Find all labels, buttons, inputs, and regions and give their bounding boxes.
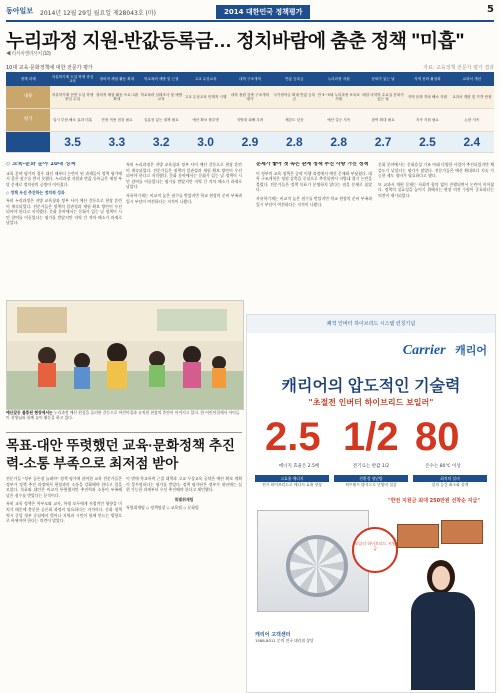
caption-text: 누리과정 예산 편성을 둘러싼 갈등으로 어린이집과 유치원 현장의 혼란이 이어지고 있다. 한 어린이집에서 아이들이 선생님과 함께 놀이 활동을 하고 있다. xyxy=(6,410,240,420)
page-headline xyxy=(6,26,494,57)
table-cell: 학교폭력 실태조사 및 예방 교육 xyxy=(139,86,183,109)
ad-promo: "한전 지원금 최대 250만원 선착순 지급" xyxy=(388,498,480,504)
ad-feature xyxy=(255,475,329,491)
score-value: 2.8 xyxy=(272,132,316,153)
score-value: 3.2 xyxy=(139,132,183,153)
table-title-text: 10대 교육·문화정책에 대한 전문가 평가 xyxy=(6,65,93,71)
ad-top-band: 쾌적 인버터 하이브리드 시스템 런칭기념 xyxy=(247,315,495,333)
classroom-photo xyxy=(6,300,244,410)
table-cell: 참여 확대 필요 xyxy=(361,109,405,132)
jacket-shape xyxy=(411,592,475,690)
article-column-2 xyxy=(126,162,242,297)
article-paragraph: 문화 분야에서는 문화융성 기조 아래 다양한 사업이 추진되었지만 체감도가 낮았다는 평가가 많았다. 전문가들은 예산 확대보다 지속 가능한 제도 정비가 필요하다고 했다. xyxy=(378,162,494,179)
score-label: 점수 xyxy=(6,132,50,153)
ad-feature xyxy=(413,475,487,491)
feature-heading: 고효율 에너지 xyxy=(255,475,329,482)
article-heading: 문제가 좋아 첫 속은 관계 정책 추진 사항 가진 정책 xyxy=(256,162,369,167)
masthead xyxy=(6,4,494,22)
policy-evaluation-table xyxy=(6,64,494,158)
score-row xyxy=(6,132,494,153)
newspaper-logo: 동아일보 xyxy=(6,7,34,15)
headline-text: 누리과정 지원-반값등록금… 정치바람에 춤춘 정책 "미흡" xyxy=(6,31,465,52)
article-column-1 xyxy=(6,162,122,297)
article-paragraph: 특히 교육 정책은 학부모와 교사, 학생 모두에게 직접적인 영향을 미치기 때문에 충분한 공론화 과정이 필요하다는 지적이다. 문화 정책 역시 중앙 정부 중심에서 벗어나 지역과 시민이 함께 만드는 방향으로 바뀌어야 한다는 의견이 많았다. xyxy=(6,501,122,524)
table-cell: 체감도 낮음 xyxy=(272,109,316,132)
score-value: 3.0 xyxy=(183,132,227,153)
table-header-row xyxy=(6,72,494,86)
article-heading: ◇ 교육-문화 분야 10대 정책 xyxy=(6,162,76,167)
row-label: 평가 xyxy=(6,109,50,132)
article-column-3 xyxy=(256,162,372,310)
caption-title: 예산갈등 불똥된 현장에서는 xyxy=(6,410,53,415)
table-cell: 논란 지속 xyxy=(450,109,494,132)
article-credit: 특별취재팀 xyxy=(174,496,194,502)
ad-number-caption: 전기료는 반값 1/2 xyxy=(352,464,390,469)
table-header: 창의적 체험 활동 확대 xyxy=(95,72,139,86)
box-icon xyxy=(397,524,439,548)
table-cell: 지역 문화 격차 해소 지원 xyxy=(405,86,449,109)
table-header: 문화가 있는 날 xyxy=(361,72,405,86)
page-number: 5 xyxy=(487,4,494,15)
badge-text: 보일러 하이브리드 지원금 xyxy=(354,541,396,551)
score-value: 2.9 xyxy=(228,132,272,153)
table-cell: 지속 지원 필요 xyxy=(405,109,449,132)
table-header: 지역 문화 활성화 xyxy=(405,72,449,86)
face-shape xyxy=(432,566,450,590)
issue-date: 2014년 12월 29일 월요일 제28043호 (마) xyxy=(40,10,157,17)
table-cell: 예산 갈등 지속 xyxy=(317,109,361,132)
score-value: 2.7 xyxy=(361,132,405,153)
contact-title: 캐리어 고객센터 xyxy=(255,632,291,638)
photo-caption xyxy=(6,410,242,420)
article-subheading: ◇ 정책 우선 추진하는 정치적 성과 xyxy=(6,190,65,196)
table-header: 반값 등록금 xyxy=(272,72,316,86)
article-footer: 특별취재팀 ◇ 정책팀장 ◇ 교육팀 ◇ 문화팀 xyxy=(126,505,199,511)
table-header: 자유학기제 도입 학생 중심 교육 xyxy=(50,72,94,86)
boiler-unit-image xyxy=(257,510,369,612)
score-value: 2.5 xyxy=(405,132,449,153)
ad-contact[interactable] xyxy=(255,633,395,643)
article-paragraph: 특히 누리과정은 지방 교육청과 정부 사이 예산 갈등으로 현장 혼란이 계속되었다. 전문가들은 정책의 일관성과 재원 확보 방안이 우선되어야 한다고 지적했다. 문화 분야에서는 문화가 있는 날 정책이 시민 참여를 이끌었다는 평가를 받았지만 지역 간 격차 해소가 과제로 남았다. xyxy=(6,197,122,226)
table-cell: 매달 마지막 수요일 문화가 있는 날 xyxy=(361,86,405,109)
brand-logo-ko: 캐리어 xyxy=(455,344,487,357)
ad-feature xyxy=(334,475,408,491)
table-cell: 대학 정원 감축 구조개혁 평가 xyxy=(228,86,272,109)
table-header: 대학 구조개혁 xyxy=(228,72,272,86)
ad-number: 80 xyxy=(415,415,460,459)
table-cell: 교과서 개편 및 가격 안정 xyxy=(450,86,494,109)
table-cell: 창의적 체험 활동 프로그램 확대 xyxy=(95,86,139,109)
table-header: 고교 무상교육 xyxy=(183,72,227,86)
table-title xyxy=(6,64,494,72)
feature-text: 설치 공간 최소화 설계 xyxy=(431,482,469,487)
table-cell: 국가장학금 확대 반값 등록금 xyxy=(272,86,316,109)
carrier-advertisement[interactable] xyxy=(246,314,496,693)
section-title: 2014 대한민국 정책평가 xyxy=(216,5,310,19)
article-paragraph: 전문가들 "정부 공론장 늘려야" 정책 평가에 참여한 교육 전문가들은 정부가 정책 추진 과정에서 현장과의 소통을 강화해야 한다고 입을 모았다. 목표와 대안은 비교적 뚜렷했지만 추진력과 소통이 부족해 낮은 점수를 받았다는 분석이다. xyxy=(6,476,122,498)
table-row xyxy=(6,86,494,109)
box-icon xyxy=(441,520,483,544)
table-header: 학교폭력 예방 및 근절 xyxy=(139,72,183,86)
score-value: 2.8 xyxy=(317,132,361,153)
ad-number: 2.5 xyxy=(265,415,321,459)
article-paragraph: 특히 누리과정은 지방 교육청과 정부 사이 예산 갈등으로 현장 혼란이 계속되었다. 전문가들은 정책의 일관성과 재원 확보 방안이 우선되어야 한다고 지적했다. 문화 분야에서는 문화가 있는 날 정책이 시민 참여를 이끌었다는 평가를 받았지만 지역 간 격차 해소가 과제로 남았다. xyxy=(126,162,242,190)
ad-number: 1/2 xyxy=(343,415,399,459)
ad-brand xyxy=(403,339,487,359)
ad-badge xyxy=(352,527,398,573)
table-header: 정책 과제 xyxy=(6,72,50,86)
table-cell: 입시 부담 해소 효과 미흡 xyxy=(50,109,94,132)
feature-text: 전기 하이브리드로 에너지 효율 향상 xyxy=(262,482,322,487)
feature-text: 히트펌프 방식으로 난방비 절감 xyxy=(345,482,397,487)
score-value: 3.5 xyxy=(50,132,94,153)
fan-icon xyxy=(286,535,348,597)
article-paragraph: 또 교과서 개편 문제는 사회적 합의 없이 진행되면서 논란이 이어졌다. 정책의 실효성을 높이기 위해서는 현장 의견 수렴이 중요하다는 의견이 제시되었다. xyxy=(378,181,494,198)
table-cell: 예산 확보 불투명 xyxy=(183,109,227,132)
policy-table xyxy=(6,72,494,153)
ad-numbers xyxy=(265,415,477,471)
article-column-6 xyxy=(126,476,242,686)
feature-heading: 친환경 냉난방 xyxy=(334,475,408,482)
spokesperson-image xyxy=(399,560,487,690)
article-paragraph: 자유학기제는 비교적 높은 점수를 받았지만 학교 현장의 준비 부족과 입시 부담이 여전하다는 지적이 나왔다. xyxy=(256,195,372,207)
score-value: 3.3 xyxy=(95,132,139,153)
article-paragraph: 교육 분야 평가의 경우 대선 때부터 논란이 된 과제들이 정책 평가에서 좋은 점수를 받지 못했다. 누리과정 지원과 반값 등록금은 재정 부담 문제로 정치권의 공방이 이어졌다. xyxy=(6,170,122,187)
table-cell: 실효성 있는 대책 필요 xyxy=(139,109,183,132)
row-label: 내용 xyxy=(6,86,50,109)
headline-sub: ◀ 리서치앤리서치 (1/3) xyxy=(6,51,51,57)
score-value: 2.4 xyxy=(450,132,494,153)
ad-number-caption: 에너지 효율은 2.5배 xyxy=(278,464,320,469)
article-paragraph: 자유학기제는 비교적 높은 점수를 받았지만 학교 현장의 준비 부족과 입시 부담이 여전하다는 지적이 나왔다. xyxy=(126,192,242,204)
article-column-4 xyxy=(378,162,494,310)
table-cell: 자유학기제 전면 도입 학생 중심 수업 xyxy=(50,86,94,109)
table-header: 교과서 개선 xyxy=(450,72,494,86)
article-paragraph: 이 정부의 교육 정책은 공약 이행 과정에서 예산 문제와 부딪혔다. 대학 구조개혁은 정원 감축을 중심으로 추진되면서 지방대 위기 논란을 불렀다. 전문가들은 정책 목표가 분명하지 않다는 점을 문제로 꼽았다. xyxy=(256,170,372,193)
article-column-5 xyxy=(6,476,122,686)
secondary-headline: 목표-대안 뚜렷했던 교육·문화정책 추진력-소통 부족으로 최저점 받아 xyxy=(6,432,242,473)
ad-title: 캐리어의 압도적인 기술력 xyxy=(281,378,461,395)
table-cell: 만 3~5세 누리과정 보육료 지원 xyxy=(317,86,361,109)
classroom-photo-image xyxy=(7,301,243,409)
product-boxes-image xyxy=(397,520,487,548)
table-cell: 지방대 피해 우려 xyxy=(228,109,272,132)
contact-text: 1588-8011 문의 전국 대리점 상담 xyxy=(255,638,314,643)
ad-tagline: "초절전 인버터 하이브리드 보일러" xyxy=(308,398,434,407)
table-cell: 고교 무상교육 단계적 시행 xyxy=(183,86,227,109)
table-row xyxy=(6,109,494,132)
ad-number-caption: 온수는 80℃ 이상 xyxy=(425,464,461,469)
table-cell: 현장 적용 점검 필요 xyxy=(95,109,139,132)
article-paragraph: 이 밖에 학교폭력 근절 대책과 고교 무상교육 공약은 예산 확보 계획이 불투명하다는 평가를 받았다. 정책 평가단은 정부가 내년에는 실현 가능한 과제부터 우선 추진해야 한다고 제언했다. xyxy=(126,476,242,493)
table-header: 누리과정 지원 xyxy=(317,72,361,86)
brand-logo-en: Carrier xyxy=(402,343,446,358)
table-note: 자료: 교육정책 전문가 평가 결과 xyxy=(423,65,494,71)
feature-heading: 최적의 설비 xyxy=(413,475,487,482)
